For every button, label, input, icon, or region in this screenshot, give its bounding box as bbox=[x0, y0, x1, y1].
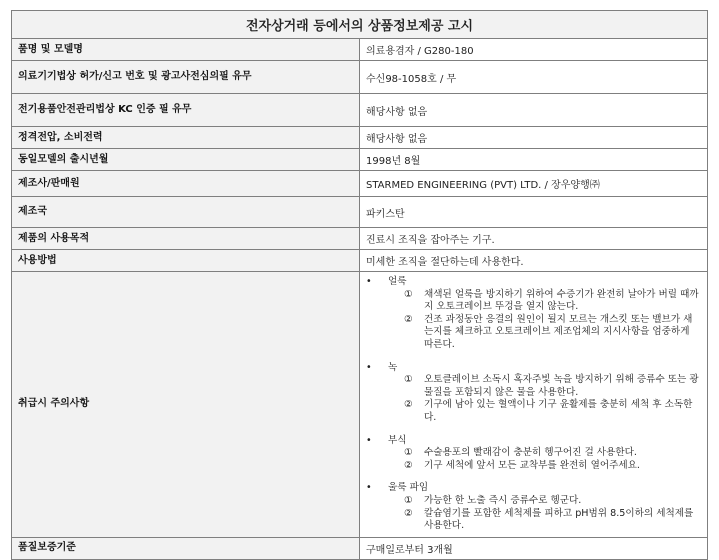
row-value: 수신98-1058호 / 무 bbox=[360, 61, 708, 94]
item-text: 수술용포의 빨래감이 충분히 헹구어진 걸 사용한다. bbox=[424, 447, 637, 459]
list-item bbox=[366, 374, 699, 399]
item-text: 기구에 남아 있는 혈액이나 기구 윤활제를 충분히 세척 후 소독한다. bbox=[424, 399, 693, 423]
row-value: 진료시 조직을 잡아주는 기구. bbox=[360, 228, 708, 250]
item-text: 기구 세척에 앞서 모든 교착부를 완전히 열어주세요. bbox=[424, 459, 640, 471]
bullet-icon: • bbox=[366, 434, 372, 446]
table-row bbox=[12, 537, 708, 559]
row-label: 품명 및 모델명 bbox=[12, 39, 360, 61]
caution-section-pitting bbox=[366, 482, 699, 532]
section-heading: 얼룩 bbox=[388, 276, 407, 287]
row-label: 제품의 사용목적 bbox=[12, 228, 360, 250]
row-label: 동일모델의 출시년월 bbox=[12, 149, 360, 171]
table-row bbox=[12, 61, 708, 94]
product-info-notice bbox=[11, 10, 708, 560]
bullet-icon: • bbox=[366, 361, 372, 373]
item-text: 오토클레이브 소독시 혹자주빛 녹을 방지하기 위해 증류수 또는 광물질을 포함되지 않은 물을 사용한다. bbox=[424, 374, 699, 398]
caution-section-rust bbox=[366, 362, 699, 425]
row-label: 정격전압, 소비전력 bbox=[12, 127, 360, 149]
bullet-icon: • bbox=[366, 482, 372, 494]
row-label: 의료기기법상 허가/신고 번호 및 광고사전심의필 유무 bbox=[12, 61, 360, 94]
item-number: ① bbox=[404, 494, 413, 506]
list-item bbox=[366, 495, 699, 508]
item-text: 채색된 얼룩을 방지하기 위하여 수증기가 완전히 날아가 버릴 때까지 오토크레이브 뚜겅을 열지 않는다. bbox=[424, 288, 699, 313]
section-heading: 울룩 파임 bbox=[388, 482, 429, 494]
caution-section-corrosion bbox=[366, 435, 699, 473]
item-number: ② bbox=[404, 313, 413, 325]
caution-section-stain bbox=[366, 276, 699, 352]
row-value: 미세한 조직을 절단하는데 사용한다. bbox=[360, 250, 708, 272]
section-heading: 부식 bbox=[388, 434, 407, 446]
list-item bbox=[366, 447, 699, 460]
row-label: 제조사/판매원 bbox=[12, 171, 360, 197]
table-row bbox=[12, 94, 708, 127]
list-item bbox=[366, 508, 699, 533]
row-label: 전기용품안전관리법상 KC 인증 필 유무 bbox=[12, 94, 360, 127]
table-row bbox=[12, 250, 708, 272]
list-item bbox=[366, 399, 699, 424]
row-label: 사용방법 bbox=[12, 250, 360, 272]
warranty-value: 구매일로부터 3개월 bbox=[360, 537, 708, 559]
list-item bbox=[366, 460, 699, 473]
table-row bbox=[12, 197, 708, 228]
row-value: 파키스탄 bbox=[360, 197, 708, 228]
caution-row bbox=[12, 272, 708, 538]
item-number: ② bbox=[404, 399, 413, 411]
row-value: STARMED ENGINEERING (PVT) LTD. / 장우양행㈜ bbox=[360, 171, 708, 197]
table-row bbox=[12, 39, 708, 61]
row-value: 의료용겸자 / G280-180 bbox=[360, 39, 708, 61]
bullet-icon: • bbox=[366, 276, 372, 287]
table-row bbox=[12, 127, 708, 149]
item-number: ① bbox=[404, 288, 413, 300]
item-number: ② bbox=[404, 459, 413, 471]
table-row bbox=[12, 171, 708, 197]
row-value: 해당사항 없음 bbox=[360, 127, 708, 149]
caution-label: 취급시 주의사항 bbox=[12, 272, 360, 538]
item-number: ② bbox=[404, 507, 413, 519]
item-number: ① bbox=[404, 374, 413, 386]
item-text: 건조 과정동안 응결의 원인이 될지 모르는 개스킷 또는 밸브가 새는지를 체크하고 오토크레이브 제조업체의 지시사항을 엄중하게 따른다. bbox=[424, 313, 693, 350]
product-info-table bbox=[11, 10, 708, 560]
row-label: 제조국 bbox=[12, 197, 360, 228]
list-item bbox=[366, 314, 699, 352]
item-number: ① bbox=[404, 447, 413, 459]
section-heading: 녹 bbox=[388, 361, 398, 373]
row-value: 해당사항 없음 bbox=[360, 94, 708, 127]
warranty-label: 품질보증기준 bbox=[12, 537, 360, 559]
list-item bbox=[366, 289, 699, 314]
item-text: 가능한 한 노출 즉시 증류수로 헹군다. bbox=[424, 494, 582, 506]
table-row bbox=[12, 149, 708, 171]
table-row bbox=[12, 228, 708, 250]
caution-content bbox=[360, 272, 708, 538]
row-value: 1998년 8월 bbox=[360, 149, 708, 171]
title-row bbox=[12, 11, 708, 39]
item-text: 칼슘염기를 포함한 세척제를 피하고 pH범위 8.5이하의 세척제를 사용한다. bbox=[424, 507, 694, 532]
table-title: 전자상거래 등에서의 상품정보제공 고시 bbox=[12, 11, 708, 39]
